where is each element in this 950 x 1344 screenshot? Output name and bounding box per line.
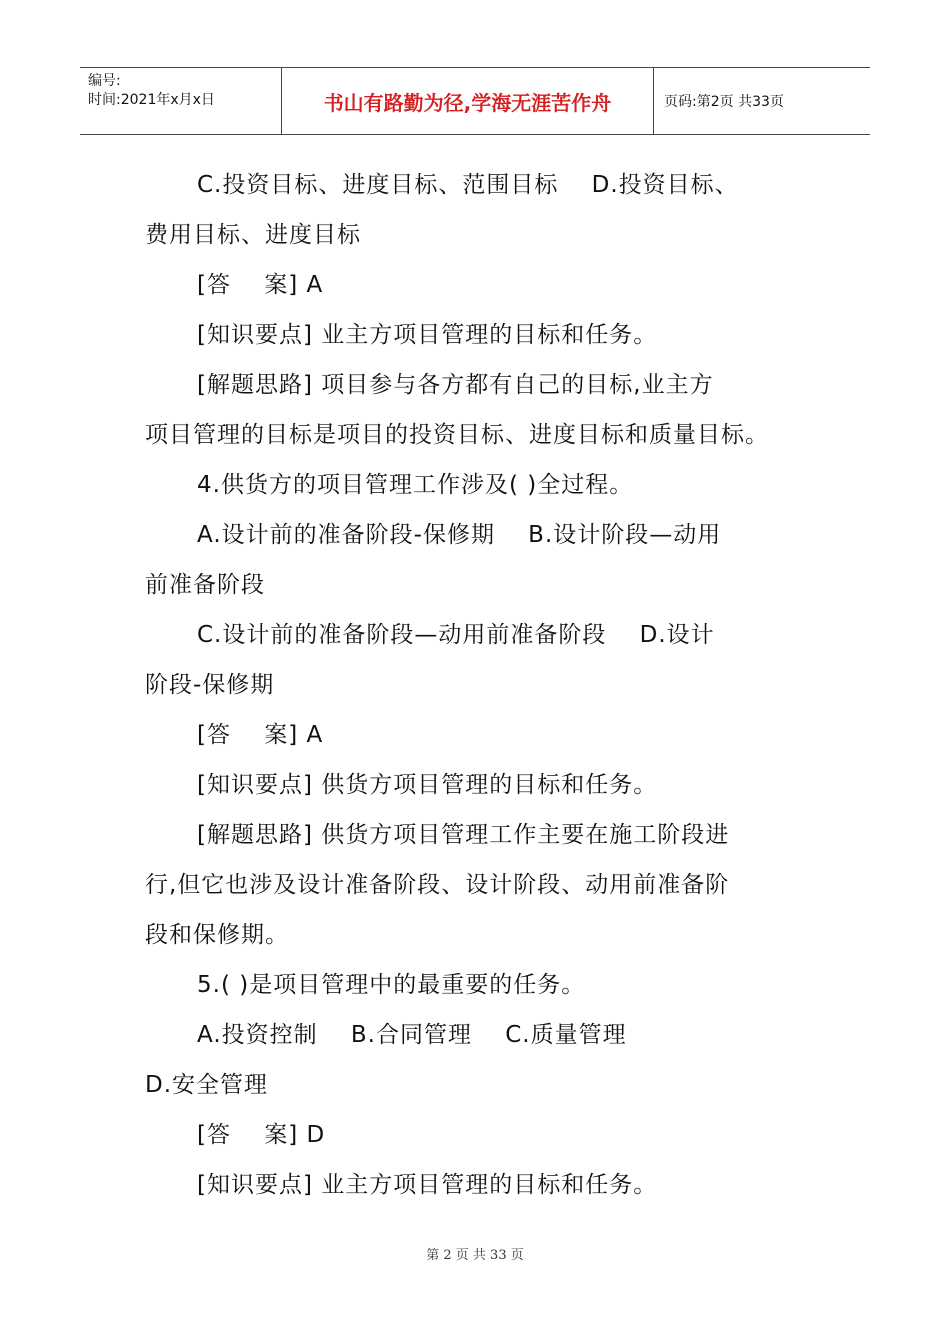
header-page-info: 页码:第2页 共33页: [664, 94, 784, 110]
solution-line: [解题思路] 项目参与各方都有自己的目标,业主方: [197, 372, 714, 398]
document-body: [145, 160, 825, 1210]
solution-line: 段和保修期。: [145, 922, 289, 948]
option-line: 阶段-保修期: [145, 672, 275, 698]
knowledge-line: [知识要点] 供货方项目管理的目标和任务。: [197, 772, 658, 798]
solution-line: 项目管理的目标是项目的投资目标、进度目标和质量目标。: [145, 422, 769, 448]
page-footer: 第 2 页 共 33 页: [426, 1248, 524, 1263]
option-line: C.投资目标、进度目标、范围目标 D.投资目标、: [197, 172, 739, 198]
knowledge-line: [知识要点] 业主方项目管理的目标和任务。: [197, 322, 658, 348]
header-meta: [80, 68, 282, 134]
question-line: 5.( )是项目管理中的最重要的任务。: [197, 972, 586, 998]
question-line: 4.供货方的项目管理工作涉及( )全过程。: [197, 472, 634, 498]
option-line: 前准备阶段: [145, 572, 265, 598]
answer-line: [答 案] D: [197, 1122, 326, 1148]
number-label: 编号:: [88, 73, 121, 89]
solution-line: [解题思路] 供货方项目管理工作主要在施工阶段进: [197, 822, 730, 848]
answer-line: [答 案] A: [197, 722, 324, 748]
option-line: A.投资控制 B.合同管理 C.质量管理: [197, 1022, 627, 1048]
option-line: D.安全管理: [145, 1072, 269, 1098]
page-header: [80, 67, 870, 135]
knowledge-line: [知识要点] 业主方项目管理的目标和任务。: [197, 1172, 658, 1198]
option-line: 费用目标、进度目标: [145, 222, 361, 248]
header-motto: 书山有路勤为径,学海无涯苦作舟: [282, 68, 654, 134]
time-label: 时间:2021年x月x日: [88, 92, 215, 108]
option-line: A.设计前的准备阶段-保修期 B.设计阶段—动用: [197, 522, 722, 548]
solution-line: 行,但它也涉及设计准备阶段、设计阶段、动用前准备阶: [145, 872, 730, 898]
option-line: C.设计前的准备阶段—动用前准备阶段 D.设计: [197, 622, 715, 648]
answer-line: [答 案] A: [197, 272, 324, 298]
